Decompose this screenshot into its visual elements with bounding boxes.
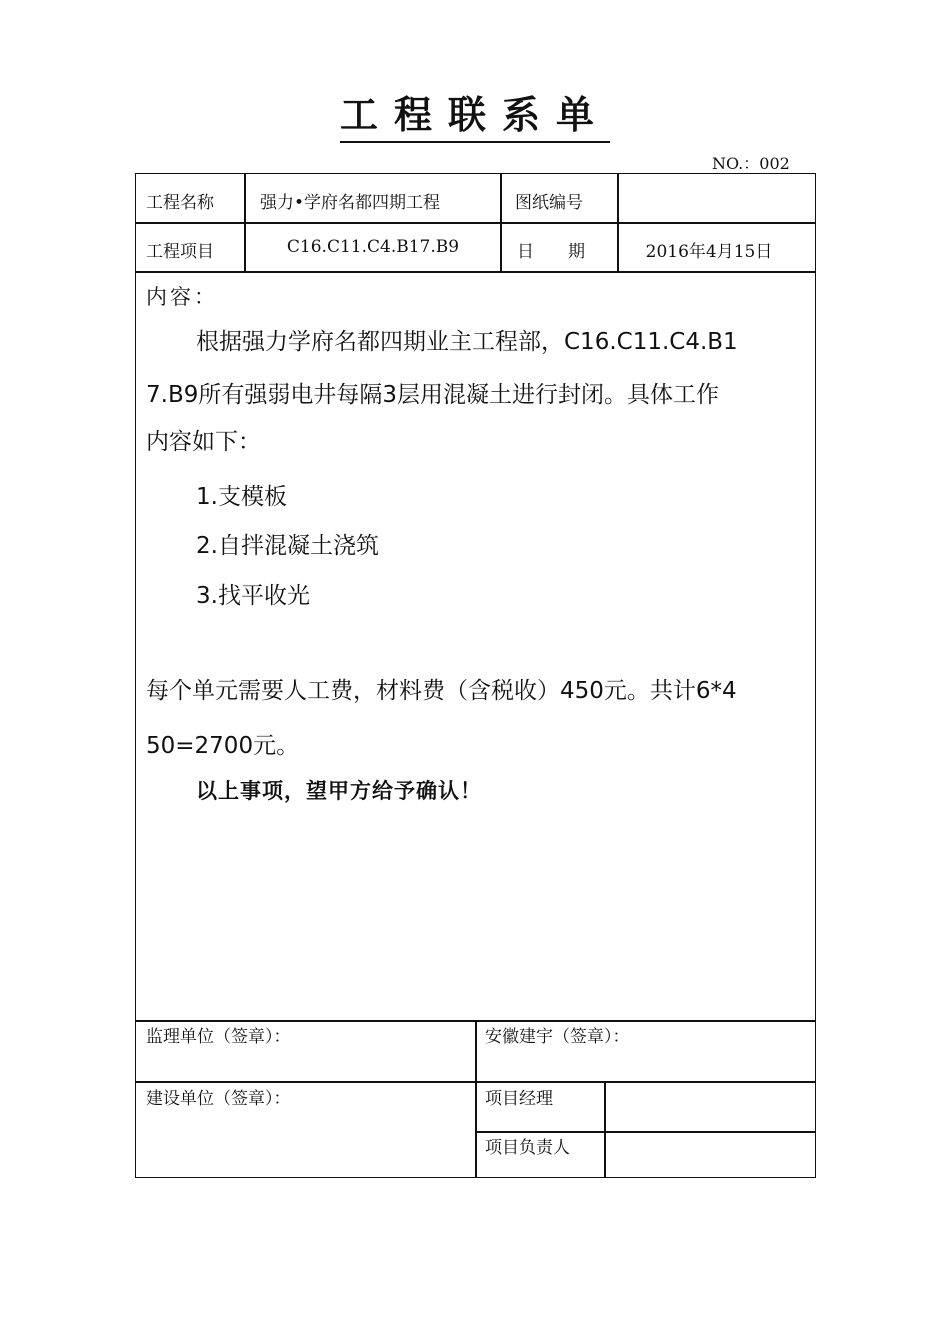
row-divider bbox=[135, 222, 816, 224]
col-divider bbox=[604, 1081, 606, 1178]
project-lead-label: 项目负责人 bbox=[485, 1138, 570, 1158]
project-item-value: C16.C11.C4.B17.B9 bbox=[286, 237, 460, 257]
project-name-label: 工程名称 bbox=[146, 193, 214, 213]
content-label: 内容： bbox=[146, 285, 218, 309]
list-item: 2.自拌混凝土浇筑 bbox=[196, 533, 379, 559]
list-item: 3.找平收光 bbox=[196, 583, 310, 609]
document-number: NO.：002 bbox=[712, 154, 790, 173]
date-value: 2016年4月15日 bbox=[645, 242, 773, 262]
project-item-label: 工程项目 bbox=[146, 242, 214, 262]
cost-line: 每个单元需要人工费，材料费（含税收）450元。共计6*4 bbox=[146, 678, 737, 704]
title-underline bbox=[340, 141, 610, 143]
col-divider bbox=[475, 1020, 477, 1178]
col-divider bbox=[500, 173, 502, 271]
owner-signature-label: 建设单位（签章）： bbox=[146, 1089, 291, 1109]
content-paragraph-line: 内容如下： bbox=[146, 429, 261, 455]
drawing-no-label: 图纸编号 bbox=[515, 193, 583, 213]
supervisor-signature-label: 监理单位（签章）： bbox=[146, 1027, 291, 1047]
row-divider bbox=[135, 271, 816, 273]
project-manager-label: 项目经理 bbox=[485, 1089, 553, 1109]
date-label: 日 期 bbox=[517, 242, 585, 262]
closing-request: 以上事项，望甲方给予确认！ bbox=[196, 779, 482, 803]
content-paragraph-line: 7.B9所有强弱电井每隔3层用混凝土进行封闭。具体工作 bbox=[146, 382, 719, 408]
content-paragraph-line: 根据强力学府名都四期业主工程部，C16.C11.C4.B1 bbox=[196, 329, 738, 355]
cost-line: 50=2700元。 bbox=[146, 733, 300, 759]
project-name-value: 强力•学府名都四期工程 bbox=[260, 193, 441, 213]
list-item: 1.支模板 bbox=[196, 484, 287, 510]
document-title: 工程联系单 bbox=[339, 93, 610, 137]
contractor-signature-label: 安徽建宇（签章）： bbox=[485, 1027, 630, 1047]
